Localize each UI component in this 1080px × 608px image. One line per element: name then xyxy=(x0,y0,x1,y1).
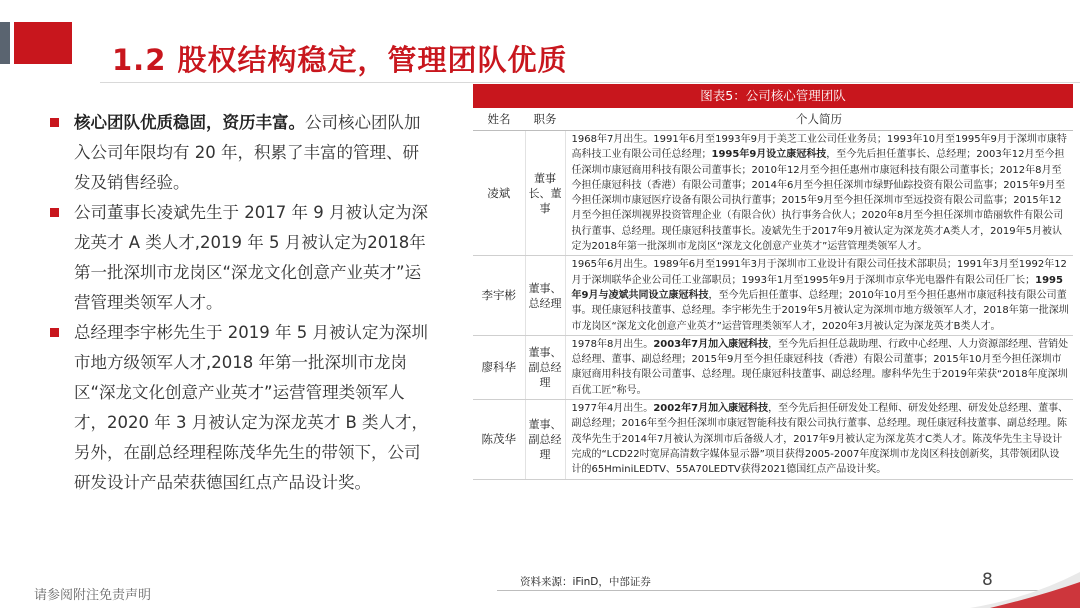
bio-text: 1965年6月出生。1989年6月至1991年3月于深圳市工业设计有限公司任技术部职员；1991年3月至1992年12月于深圳联华企业公司任工业部职员；1993年1月至1995年9月于深圳市京华光电器件有限公司任厂长； xyxy=(571,259,1067,286)
cell-name: 廖科华 xyxy=(473,335,525,399)
table-grid xyxy=(473,108,1073,480)
bio-highlight: 2002年7月加入康冠科技 xyxy=(653,403,769,415)
bio-highlight: 2003年7月加入康冠科技 xyxy=(653,338,769,350)
bullet-item-1 xyxy=(50,108,430,198)
management-table xyxy=(473,84,1073,480)
cell-position: 董事、副总经理 xyxy=(525,400,565,479)
cell-bio xyxy=(565,256,1073,335)
bio-text: ，至今先后担任董事长、总经理；2003年12月至今担任深圳市康冠商用科技有限公司董事长；2010年12月至今担任惠州市康冠科技有限公司董事长；2012年8月至今担任康冠科技（香港）有限公司董事；2014年6月至今担任深圳市绿野仙踪投资有限公司监事；2015年9月至今担任深圳市康冠医疗设备有限公司执行董事；2015年9月至今担任深圳市至远投资有限公司监事；2015年12月至今担任深圳视界投资管理企业（有限合伙）执行事务合伙人；2020年8月至今担任深圳市皓丽软件有限公司执行董事、总经理。现任康冠科技董事长。凌斌先生于2017年9月被认定为深龙英才A类人才，2019年5月被认定为2018年第一批深圳市龙岗区“深龙文化创意产业英才”运营管理类领军人才。 xyxy=(571,149,1066,253)
bullet-text: 公司核心团队加入公司年限均有 20 年，积累了丰富的管理、研发及销售经验。 xyxy=(74,113,421,192)
source-note: 资料来源：iFinD，中部证券 xyxy=(520,576,651,588)
logo-red-square xyxy=(14,22,72,64)
bullet-item-3 xyxy=(50,318,430,498)
bullet-bold: 核心团队优质稳固，资历丰富。 xyxy=(74,113,305,132)
table-row xyxy=(473,400,1073,479)
bio-highlight: 1995年9月设立康冠科技 xyxy=(711,149,827,161)
cell-position: 董事、总经理 xyxy=(525,256,565,335)
corner-swoosh-decoration xyxy=(970,568,1080,608)
bio-highlight: 1995年9月与凌斌共同设立康冠科技 xyxy=(571,274,1063,301)
table-row xyxy=(473,335,1073,399)
table-header-row xyxy=(473,108,1073,131)
header-name: 姓名 xyxy=(473,108,525,131)
bio-text: 1978年8月出生。 xyxy=(571,338,654,350)
bullet-item-2 xyxy=(50,198,430,318)
table-caption: 图表5：公司核心管理团队 xyxy=(473,84,1073,108)
bullet-square-icon xyxy=(50,208,59,217)
cell-name: 陈茂华 xyxy=(473,400,525,479)
bullet-square-icon xyxy=(50,118,59,127)
bio-text: ，至今先后担任研发处工程师、研发处经理、研发处总经理、董事、副总经理；2016年至今担任深圳市康冠智能科技有限公司执行董事、总经理。现任康冠科技董事、副总经理。陈茂华先生于2014年7月被认为深圳市后备级人才，2017年9月被认定为深龙英才C类人才。陈茂华先生主导设计完成的“LCD22吋宽屏高清数字媒体显示器”项目获得2005-2007年度深圳市龙岗区科技创新奖，其带领团队设计的65HminiLEDTV、55A70LEDTV获得2021德国红点产品设计奖。 xyxy=(571,403,1069,476)
bio-text: ，至今先后担任总裁助理、行政中心经理、人力资源部经理、营销处总经理、董事、副总经理；2015年9月至今担任康冠科技（香港）有限公司董事；2015年10月至今担任深圳市康冠商用科技有限公司董事、总经理。现任康冠科技董事、副总经理。廖科华先生于2019年荣获“2018年度深圳百优工匠”称号。 xyxy=(571,338,1069,396)
page-title: 1.2 股权结构稳定，管理团队优质 xyxy=(112,43,568,77)
page-number: 8 xyxy=(982,570,993,590)
header-bio: 个人简历 xyxy=(565,108,1073,131)
cell-position: 董事、副总经理 xyxy=(525,335,565,399)
bio-text: 1968年7月出生。1991年6月至1993年9月于美芝工业公司任业务员；1993年10月至1995年9月于深圳市康特高科技工业有限公司任总经理； xyxy=(571,134,1067,161)
header-position: 职务 xyxy=(525,108,565,131)
table-row xyxy=(473,131,1073,256)
cell-name: 李宇彬 xyxy=(473,256,525,335)
bullet-list xyxy=(50,108,430,498)
cell-bio xyxy=(565,400,1073,479)
disclaimer-text: 请参阅附注免责声明 xyxy=(34,588,152,603)
table-row xyxy=(473,256,1073,335)
cell-position: 董事长、董事 xyxy=(525,131,565,256)
bullet-text: 公司董事长凌斌先生于 2017 年 9 月被认定为深龙英才 A 类人才,2019 年 5 月被认定为2018年第一批深圳市龙岗区“深龙文化创意产业英才”运营管理类领军人才。 xyxy=(74,203,428,312)
bio-text: 1977年4月出生。 xyxy=(571,403,654,415)
bullet-square-icon xyxy=(50,328,59,337)
logo-gray-bar xyxy=(0,22,10,64)
cell-name: 凌斌 xyxy=(473,131,525,256)
bio-text: ，至今先后担任董事、总经理；2010年10月至今担任惠州市康冠科技有限公司董事。现任康冠科技董事、总经理。李宇彬先生于2019年5月被认定为深圳市地方级领军人才，2018年第一批深圳市龙岗区“深龙文化创意产业英才”运营管理类领军人才，2020年3月被认定为深龙英才B类人才。 xyxy=(571,289,1069,332)
bullet-text: 总经理李宇彬先生于 2019 年 5 月被认定为深圳市地方级领军人才,2018 年第一批深圳市龙岗区“深龙文化创意产业英才”运营管理类领军人才，2020 年 3 月被认定为深龙英才 B 类人才，另外，在副总经理程陈茂华先生的带领下，公司研发设计产品荣获德国红点产品设计奖。 xyxy=(74,323,429,492)
cell-bio xyxy=(565,335,1073,399)
cell-bio xyxy=(565,131,1073,256)
title-divider xyxy=(100,82,1080,83)
